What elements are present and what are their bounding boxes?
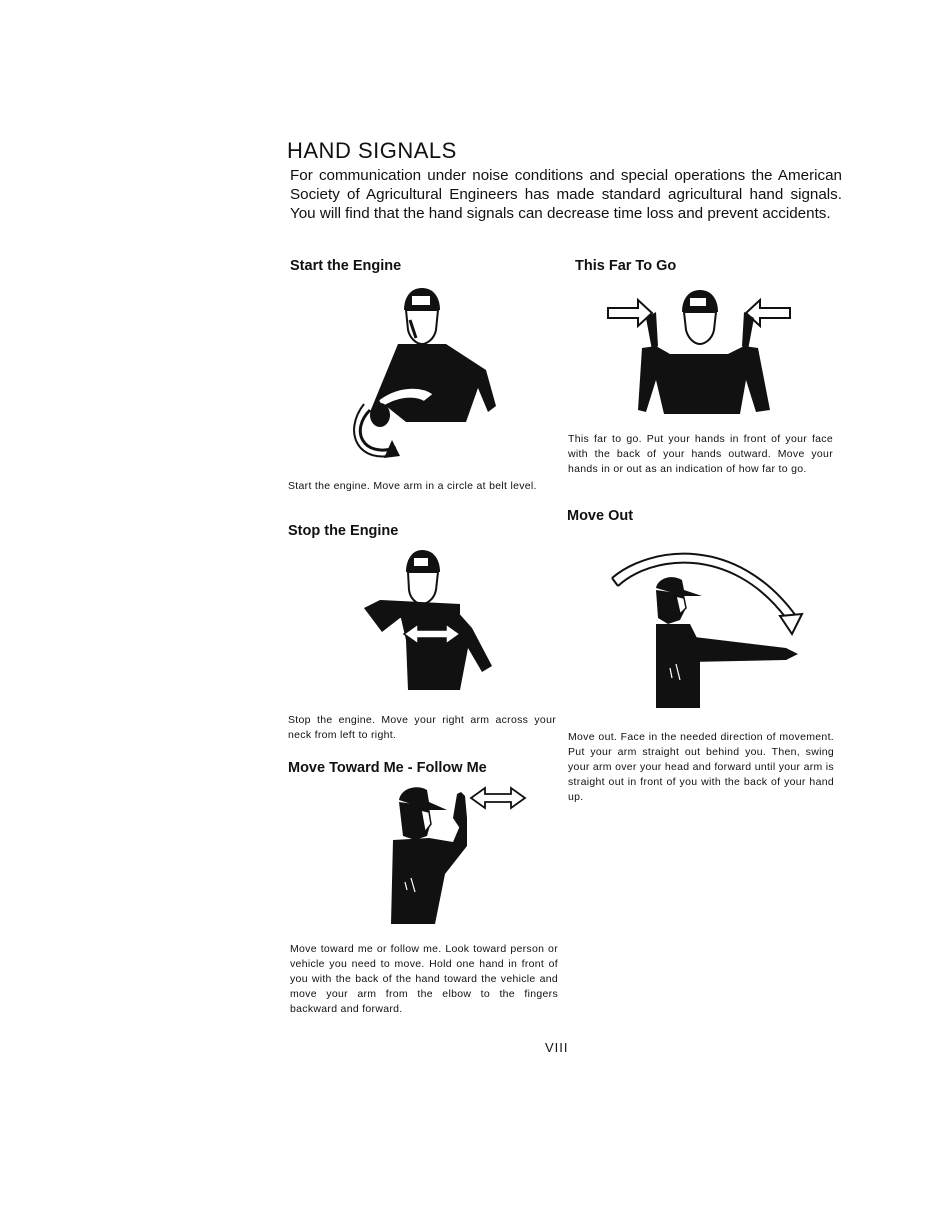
page-number: VIII — [545, 1040, 569, 1055]
move-toward-heading: Move Toward Me - Follow Me — [288, 760, 487, 776]
start-engine-heading: Start the Engine — [290, 258, 402, 274]
move-toward-illustration — [385, 782, 530, 927]
start-engine-illustration — [340, 280, 510, 465]
move-out-illustration — [610, 548, 810, 713]
move-toward-caption: Move toward me or follow me. Look toward person or vehicle you need to move. Hold one hand in front of you with the back of the hand toward the vehicle and move your arm from the elbow to the fingers backward and forward. — [290, 943, 558, 1015]
move-out-caption: Move out. Face in the needed direction of movement. Put your arm straight out behind you. Then, swing your arm over your head and forward until your arm is straight out in front of you with the back of your hand up. — [568, 731, 834, 803]
stop-engine-heading: Stop the Engine — [288, 523, 399, 539]
this-far-caption: This far to go. Put your hands in front of your face with the back of your hands outward. Move your hands in or out as an indication of how far to go. — [568, 433, 833, 475]
stop-engine-caption: Stop the engine. Move your right arm across your neck from left to right. — [288, 714, 556, 741]
page-title: HAND SIGNALS — [287, 138, 457, 163]
this-far-illustration — [600, 284, 800, 419]
start-engine-caption: Start the engine. Move arm in a circle at belt level. — [288, 480, 537, 492]
intro-paragraph: For communication under noise conditions and special operations the American Society of Agricultural Engineers has made standard agricultural hand signals. You will find that the hand signals can decrease time loss and prevent accidents. — [290, 167, 842, 222]
move-out-heading: Move Out — [567, 508, 634, 524]
this-far-heading: This Far To Go — [575, 258, 677, 274]
stop-engine-illustration — [360, 548, 500, 693]
